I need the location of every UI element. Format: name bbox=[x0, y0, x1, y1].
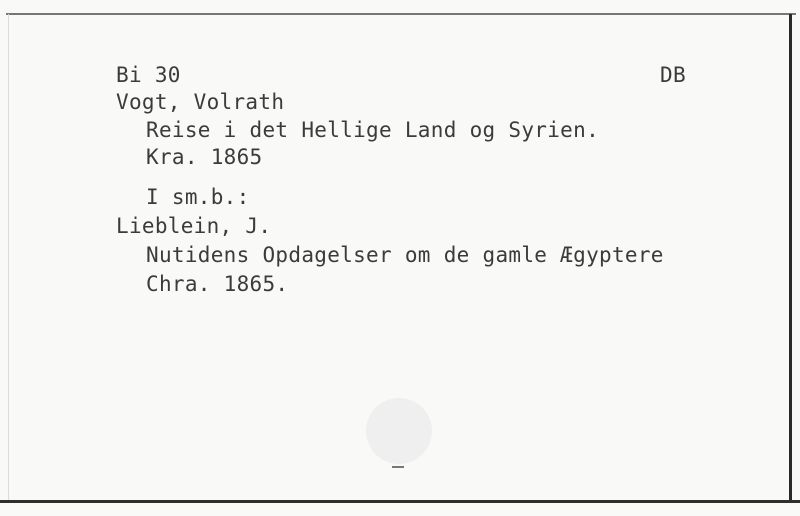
second-imprint: Chra. 1865. bbox=[146, 272, 289, 296]
title: Reise i det Hellige Land og Syrien. bbox=[146, 118, 600, 142]
card-left-edge bbox=[8, 14, 9, 500]
punch-hole bbox=[366, 398, 432, 464]
author-heading: Vogt, Volrath bbox=[116, 90, 285, 114]
call-number: Bi 30 bbox=[116, 63, 181, 87]
card-bottom-edge bbox=[0, 500, 800, 503]
second-author-heading: Lieblein, J. bbox=[116, 214, 272, 238]
card-right-edge bbox=[789, 14, 792, 502]
punch-mark bbox=[392, 466, 404, 468]
imprint: Kra. 1865 bbox=[146, 145, 263, 169]
bound-with-label: I sm.b.: bbox=[146, 185, 250, 209]
card-top-edge bbox=[6, 13, 796, 15]
second-title: Nutidens Opdagelser om de gamle Ægyptere bbox=[146, 243, 664, 267]
location-code: DB bbox=[660, 63, 686, 87]
